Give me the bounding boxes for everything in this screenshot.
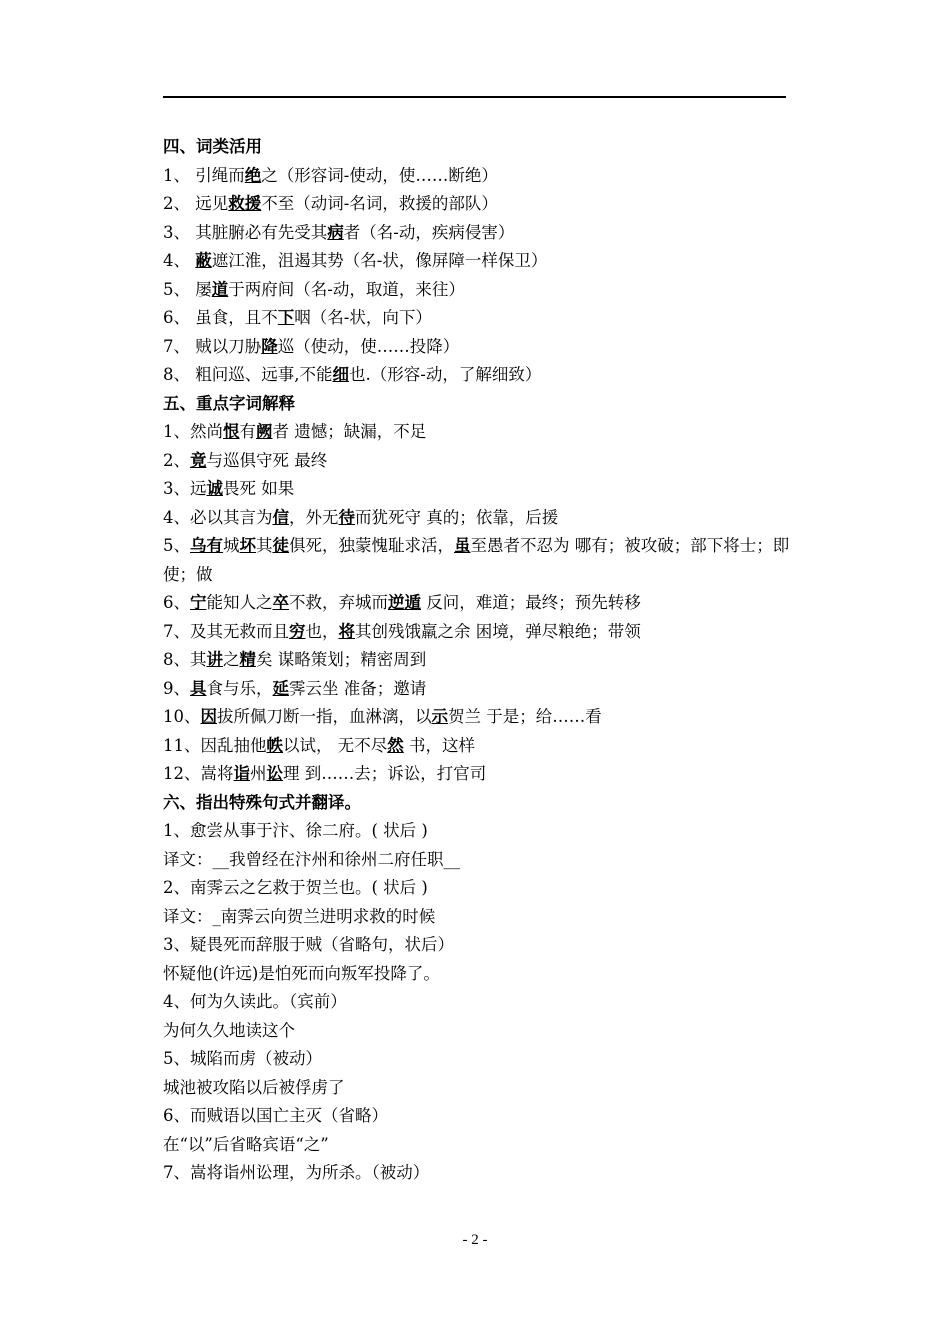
sentence-pattern-line: 6、而贼语以国亡主灭（省略）: [163, 1106, 388, 1125]
sentence-pattern-line: 2、南霁云之乞救于贺兰也。( 状后 ): [163, 878, 428, 897]
line-text: 反问，难道；最终；预先转移: [421, 593, 641, 612]
line-text: 4、: [163, 251, 196, 270]
key-word: 坏: [239, 536, 256, 555]
key-word-item: [163, 447, 793, 476]
key-word-item: [163, 732, 793, 761]
line-text: 9、: [163, 678, 190, 698]
line-text: 至愚者不忍为 哪有；被攻破；部下将士；即使；做: [163, 536, 790, 584]
key-word: 讼: [266, 764, 283, 783]
line-text: 7、及其无救而且: [163, 621, 289, 641]
key-word: 恨: [223, 422, 240, 441]
section-heading-6: 六、指出特殊句式并翻译。: [163, 792, 361, 812]
sentence-pattern-line: 译文：__我曾经在汴州和徐州二府任职__: [163, 849, 460, 869]
line-text: 4、必以其言为: [163, 507, 273, 527]
line-text: 矣 谋略策划；精密周到: [256, 650, 427, 669]
line-text: 1、然尚: [163, 422, 223, 441]
line-text: 州: [250, 764, 267, 783]
line-text: 不至（动词-名词，救援的部队）: [261, 194, 498, 213]
key-word: 下: [277, 308, 295, 327]
line-text: 于两府间（名-动，取道，来往）: [228, 279, 465, 299]
sentence-pattern-line: 城池被攻陷以后被俘虏了: [163, 1077, 345, 1097]
key-word-item: [163, 703, 793, 732]
s4-list: [163, 162, 793, 390]
key-word: 逆遁: [388, 593, 421, 612]
key-word: 讲: [206, 650, 223, 669]
key-word-item: [163, 418, 793, 447]
key-word-item: [163, 646, 793, 675]
line-text: 者 遗憾；缺漏，不足: [272, 422, 427, 441]
word-usage-item: [163, 162, 793, 191]
key-word: 将: [338, 621, 355, 641]
line-text: 之: [223, 650, 240, 669]
line-text: 3、远: [163, 479, 207, 498]
key-word: 蔽: [195, 251, 212, 270]
key-word: 徒: [272, 536, 289, 555]
line-text: 6、 虽食，且不: [163, 308, 278, 327]
key-word-item: [163, 504, 793, 533]
word-usage-item: [163, 219, 793, 248]
line-text: 能知人之: [206, 593, 273, 612]
sentence-pattern-line: 7、嵩将诣州讼理，为所杀。（被动）: [163, 1163, 430, 1182]
key-word-item: [163, 675, 793, 704]
line-text: 贺兰 于是；给……看: [448, 707, 602, 726]
sentence-pattern-line: 3、疑畏死而辞服于贼（省略句，状后）: [163, 935, 454, 954]
line-text: 3、 其脏腑必有先受其: [163, 222, 328, 242]
line-text: 理 到……去；诉讼，打官司: [283, 764, 487, 783]
sentence-pattern-line: 为何久久地读这个: [163, 1020, 295, 1040]
line-text: 6、: [163, 593, 190, 612]
word-usage-item: [163, 247, 793, 276]
s6-list: [163, 817, 793, 1188]
sentence-pattern-line: 1、愈尝从事于汴、徐二府。( 状后 ): [163, 821, 428, 840]
line-text: 之（形容词-使动，使……断绝）: [261, 165, 498, 185]
s5-list: [163, 418, 793, 789]
key-word: 宁: [190, 593, 207, 612]
key-word: 救援: [228, 194, 262, 213]
key-word: 延: [272, 678, 289, 698]
line-text: 巡（使动，使……投降）: [277, 336, 460, 356]
word-usage-item: [163, 361, 793, 390]
key-word: 虽: [454, 536, 471, 555]
key-word: 阙: [256, 422, 273, 441]
line-text: 畏死 如果: [223, 479, 295, 498]
key-word: 卒: [272, 593, 289, 612]
line-text: 7、 贼以刀胁: [163, 336, 262, 356]
line-text: 有: [239, 422, 256, 441]
key-word: 因: [200, 707, 217, 726]
section-heading-4: 四、词类活用: [163, 137, 262, 156]
line-text: 不救，弃城而: [289, 593, 388, 612]
key-word: 道: [211, 279, 229, 299]
key-word: 信: [272, 507, 289, 527]
word-usage-item: [163, 333, 793, 362]
header-rule: [163, 96, 786, 98]
line-text: 5、: [163, 536, 190, 555]
key-word: 细: [332, 365, 349, 384]
line-text: 其: [256, 536, 273, 555]
key-word: 穷: [289, 621, 306, 641]
sentence-pattern-line: 4、何为久读此。（宾前）: [163, 992, 347, 1011]
key-word: 诣: [233, 764, 250, 783]
sentence-pattern-line: 5、城陷而虏（被动）: [163, 1049, 322, 1068]
line-text: 也.（形容-动，了解细致）: [349, 365, 542, 384]
line-text: ，外无: [289, 507, 339, 527]
page-number: - 2 -: [462, 1232, 488, 1248]
key-word-item: [163, 760, 793, 789]
line-text: 而犹死守 真的；依靠，后援: [355, 507, 559, 527]
line-text: 8、其: [163, 650, 207, 669]
key-word: 然: [387, 735, 404, 755]
line-text: 与巡俱守死 最终: [206, 450, 328, 470]
key-word: 待: [338, 507, 355, 527]
key-word-item: [163, 589, 793, 618]
word-usage-item: [163, 304, 793, 333]
key-word-item: [163, 618, 793, 647]
key-word: 竟: [190, 450, 207, 470]
key-word: 病: [327, 222, 344, 242]
line-text: 书，这样: [403, 735, 475, 755]
key-word: 乌有: [190, 536, 223, 555]
line-text: 遮江淮，沮遏其势（名-状，像屏障一样保卫）: [211, 251, 548, 270]
line-text: 者（名-动，疾病侵害）: [343, 222, 515, 242]
section-heading-5: 五、重点字词解释: [163, 393, 295, 413]
line-text: 5、 屡: [163, 279, 212, 299]
line-text: 2、 远见: [163, 194, 229, 213]
sentence-pattern-line: 怀疑他(许远)是怕死而向叛军投降了。: [163, 963, 440, 983]
line-text: 1、 引绳而: [163, 165, 245, 185]
line-text: 也，: [305, 621, 339, 641]
line-text: 11、因乱抽他: [163, 735, 267, 755]
line-text: 其创残饿羸之余 困境，弹尽粮绝；带领: [355, 621, 641, 641]
word-usage-item: [163, 276, 793, 305]
line-text: 2、: [163, 450, 190, 470]
sentence-pattern-line: 在“以”后省略宾语“之”: [163, 1134, 329, 1154]
line-text: 咽（名-状，向下）: [294, 308, 432, 327]
line-text: 城: [223, 536, 240, 555]
line-text: 食与乐，: [206, 678, 273, 698]
line-text: 10、: [163, 707, 201, 726]
key-word: 具: [190, 678, 207, 698]
key-word: 帙: [266, 735, 283, 755]
word-usage-item: [163, 190, 793, 219]
line-text: 以试， 无不尽: [283, 735, 388, 755]
key-word: 精: [239, 650, 256, 669]
line-text: 8、 粗问巡、远事,不能: [163, 365, 333, 384]
line-text: 拔所佩刀断一指，血淋漓，以: [217, 707, 432, 726]
key-word: 绝: [244, 165, 262, 185]
key-word: 诚: [206, 479, 223, 498]
line-text: 12、嵩将: [163, 764, 234, 783]
sentence-pattern-line: 译文：_南霁云向贺兰进明求救的时候: [163, 906, 436, 926]
line-text: 霁云坐 准备；邀请: [289, 678, 427, 698]
key-word-item: [163, 532, 793, 589]
key-word: 示: [431, 707, 448, 726]
key-word-item: [163, 475, 793, 504]
line-text: 俱死，独蒙愧耻求活，: [289, 536, 454, 555]
page-content: [163, 133, 793, 1188]
key-word: 降: [261, 336, 278, 356]
